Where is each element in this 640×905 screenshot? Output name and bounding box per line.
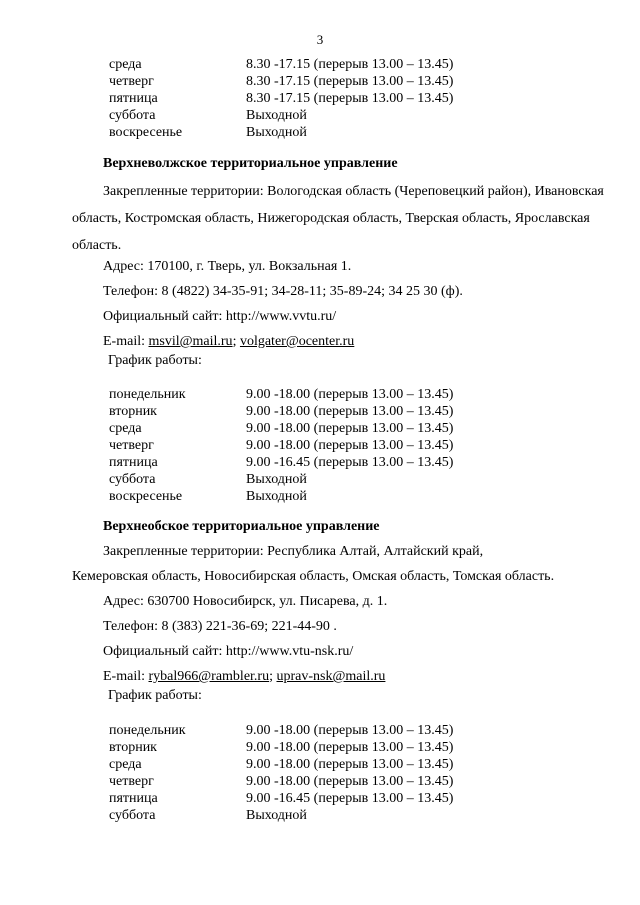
territories-text: Закрепленные территории: Вологодская область (Череповецкий район), Ивановская область, Костромская область, Нижегородская область, Тверская область, Ярославская область.: [72, 184, 604, 253]
schedule-row: [109, 73, 529, 90]
schedule-day: воскресенье: [109, 125, 183, 140]
schedule-day: суббота: [109, 108, 156, 123]
website-line: Официальный сайт: http://www.vvtu.ru/: [103, 309, 337, 324]
schedule-row: [109, 488, 529, 505]
schedule-row: [109, 420, 529, 437]
schedule-time: Выходной: [246, 808, 307, 823]
schedule-day: суббота: [109, 808, 156, 823]
schedule-row: [109, 386, 529, 403]
schedule-time: 9.00 -18.00 (перерыв 13.00 – 13.45): [246, 387, 454, 402]
schedule-day: понедельник: [109, 723, 186, 738]
schedule-day: пятница: [109, 455, 158, 470]
email-link[interactable]: uprav-nsk@mail.ru: [276, 669, 386, 684]
schedule-time: 9.00 -18.00 (перерыв 13.00 – 13.45): [246, 757, 454, 772]
territories-line: Закрепленные территории: Республика Алтай, Алтайский край,: [103, 544, 484, 559]
schedule-row: [109, 454, 529, 471]
schedule-table: [109, 56, 529, 141]
email-separator: ;: [269, 669, 277, 684]
schedule-time: Выходной: [246, 489, 307, 504]
schedule-day: понедельник: [109, 387, 186, 402]
schedule-day: четверг: [109, 74, 154, 89]
address-line: Адрес: 170100, г. Тверь, ул. Вокзальная 1.: [103, 259, 352, 274]
schedule-table: [109, 722, 529, 824]
email-link[interactable]: msvil@mail.ru: [148, 334, 233, 349]
schedule-row: [109, 756, 529, 773]
schedule-time: 9.00 -16.45 (перерыв 13.00 – 13.45): [246, 791, 454, 806]
schedule-day: среда: [109, 421, 142, 436]
schedule-day: среда: [109, 757, 142, 772]
phone-line: Телефон: 8 (383) 221-36-69; 221-44-90 .: [103, 619, 337, 634]
section-title: Верхнеобское территориальное управление: [103, 519, 380, 534]
schedule-label: График работы:: [108, 688, 202, 703]
schedule-time: 9.00 -18.00 (перерыв 13.00 – 13.45): [246, 723, 454, 738]
schedule-row: [109, 90, 529, 107]
schedule-time: 9.00 -18.00 (перерыв 13.00 – 13.45): [246, 438, 454, 453]
email-line: [103, 669, 385, 685]
schedule-time: Выходной: [246, 125, 307, 140]
email-separator: ;: [232, 334, 240, 349]
schedule-label: График работы:: [108, 353, 202, 368]
schedule-row: [109, 107, 529, 124]
schedule-time: 8.30 -17.15 (перерыв 13.00 – 13.45): [246, 91, 454, 106]
schedule-row: [109, 403, 529, 420]
schedule-time: 8.30 -17.15 (перерыв 13.00 – 13.45): [246, 74, 454, 89]
schedule-time: 9.00 -18.00 (перерыв 13.00 – 13.45): [246, 774, 454, 789]
section-title: Верхневолжское территориальное управление: [103, 156, 398, 171]
schedule-row: [109, 807, 529, 824]
schedule-time: Выходной: [246, 108, 307, 123]
schedule-table: [109, 386, 529, 505]
email-link[interactable]: volgater@ocenter.ru: [239, 334, 355, 349]
schedule-row: [109, 773, 529, 790]
schedule-day: пятница: [109, 791, 158, 806]
email-label: E-mail:: [103, 669, 149, 684]
schedule-time: 9.00 -16.45 (перерыв 13.00 – 13.45): [246, 455, 454, 470]
schedule-time: 9.00 -18.00 (перерыв 13.00 – 13.45): [246, 740, 454, 755]
schedule-row: [109, 739, 529, 756]
schedule-day: вторник: [109, 740, 157, 755]
schedule-row: [109, 56, 529, 73]
territories-line: Кемеровская область, Новосибирская область, Омская область, Томская область.: [72, 569, 555, 584]
schedule-row: [109, 790, 529, 807]
territories-paragraph: [72, 178, 608, 259]
page-number: 3: [316, 32, 324, 47]
schedule-day: пятница: [109, 91, 158, 106]
schedule-day: четверг: [109, 774, 154, 789]
address-line: Адрес: 630700 Новосибирск, ул. Писарева, д. 1.: [103, 594, 388, 609]
schedule-time: 8.30 -17.15 (перерыв 13.00 – 13.45): [246, 57, 454, 72]
email-link[interactable]: rybal966@rambler.ru: [148, 669, 270, 684]
schedule-day: вторник: [109, 404, 157, 419]
schedule-day: четверг: [109, 438, 154, 453]
schedule-time: Выходной: [246, 472, 307, 487]
schedule-row: [109, 722, 529, 739]
schedule-time: 9.00 -18.00 (перерыв 13.00 – 13.45): [246, 404, 454, 419]
email-label: E-mail:: [103, 334, 149, 349]
schedule-day: суббота: [109, 472, 156, 487]
schedule-row: [109, 437, 529, 454]
schedule-row: [109, 124, 529, 141]
website-line: Официальный сайт: http://www.vtu-nsk.ru/: [103, 644, 354, 659]
phone-line: Телефон: 8 (4822) 34-35-91; 34-28-11; 35-89-24; 34 25 30 (ф).: [103, 284, 463, 299]
schedule-row: [109, 471, 529, 488]
schedule-time: 9.00 -18.00 (перерыв 13.00 – 13.45): [246, 421, 454, 436]
schedule-day: среда: [109, 57, 142, 72]
email-line: [103, 334, 354, 350]
schedule-day: воскресенье: [109, 489, 183, 504]
